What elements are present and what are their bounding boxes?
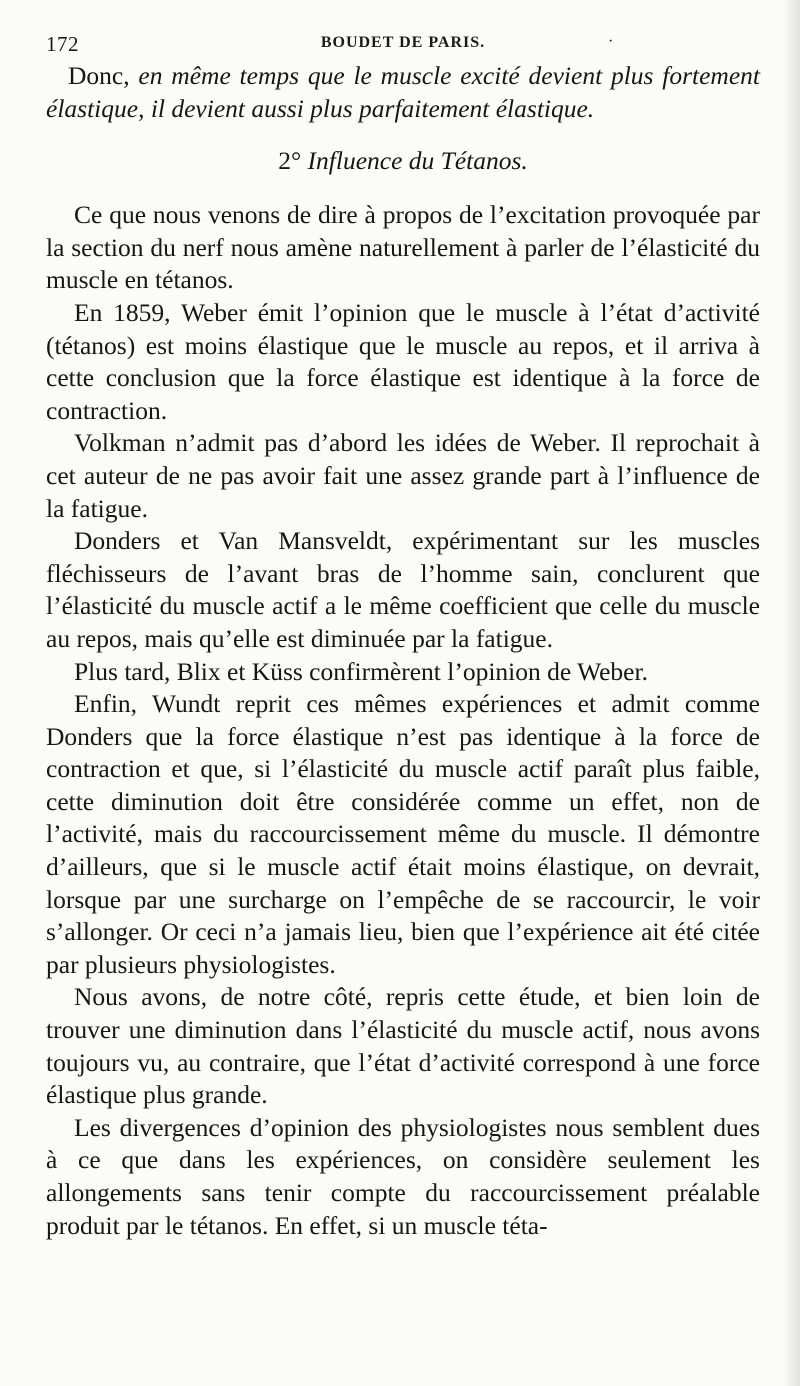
intro-paragraph xyxy=(46,60,760,125)
paragraph-8: Les divergences d’opinion des physiologistes nous semblent dues à ce que dans les expériences, on considère seulement les allongements sans tenir compte du raccourcissement préalable produit par le tétanos. En effet, si un muscle téta- xyxy=(46,1112,760,1240)
page-edge-shadow xyxy=(782,0,800,1386)
paragraph-4: Donders et Van Mansveldt, expérimentant sur les muscles fléchisseurs de l’avant bras de l’homme sain, conclurent que l’élasticité du muscle actif a le même coefficient que celle du muscle au repos, mais qu’elle est diminuée par la fatigue. xyxy=(46,526,760,653)
intro-italic: en même temps que le muscle excité devient plus fortement élastique, il devient aussi plus parfaitement élastique. xyxy=(46,61,760,123)
section-number: 2° xyxy=(278,146,308,176)
page-header xyxy=(46,32,760,58)
intro-lead: Donc, xyxy=(68,61,139,90)
section-title-text: Influence du Tétanos. xyxy=(307,146,528,176)
page-number: 172 xyxy=(46,32,79,56)
paragraph-2: En 1859, Weber émit l’opinion que le muscle à l’état d’activité (tétanos) est moins élastique que le muscle au repos, et il arriva à cette conclusion que la force élastique est identique à la force de contraction. xyxy=(46,297,760,425)
paragraph-6: Enfin, Wundt reprit ces mêmes expériences et admit comme Donders que la force élastique n’est pas identique à la force de contraction et que, si l’élasticité du muscle actif paraît plus faible, cette diminution doit être considérée comme un effet, non de l’activité, mais du raccourcissement même du muscle. Il démontre d’ailleurs, que si le muscle actif était moins élastique, on devrait, lorsque par une surcharge on l’empêche de se raccourcir, le voir s’allonger. Or ceci n’a jamais lieu, bien que l’expérience ait été citée par plusieurs physiologistes. xyxy=(46,689,760,979)
running-head: BOUDET DE PARIS. xyxy=(320,34,486,51)
paragraph-5: Plus tard, Blix et Küss confirmèrent l’opinion de Weber. xyxy=(74,656,648,686)
paragraph-7: Nous avons, de notre côté, repris cette étude, et bien loin de trouver une diminution dans l’élasticité du muscle actif, nous avons toujours vu, au contraire, que l’état d’activité correspond à une force élastique plus grande. xyxy=(46,982,760,1110)
section-title xyxy=(46,145,760,177)
header-dot: · xyxy=(608,33,614,50)
body-text xyxy=(46,60,760,1242)
paragraph-3: Volkman n’admit pas d’abord les idées de Weber. Il reprochait à cet auteur de ne pas avoir fait une assez grande part à l’influence de la fatigue. xyxy=(46,428,760,523)
paragraph-1: Ce que nous venons de dire à propos de l’excitation provoquée par la section du nerf nous amène naturellement à parler de l’élasticité du muscle en tétanos. xyxy=(46,200,760,295)
